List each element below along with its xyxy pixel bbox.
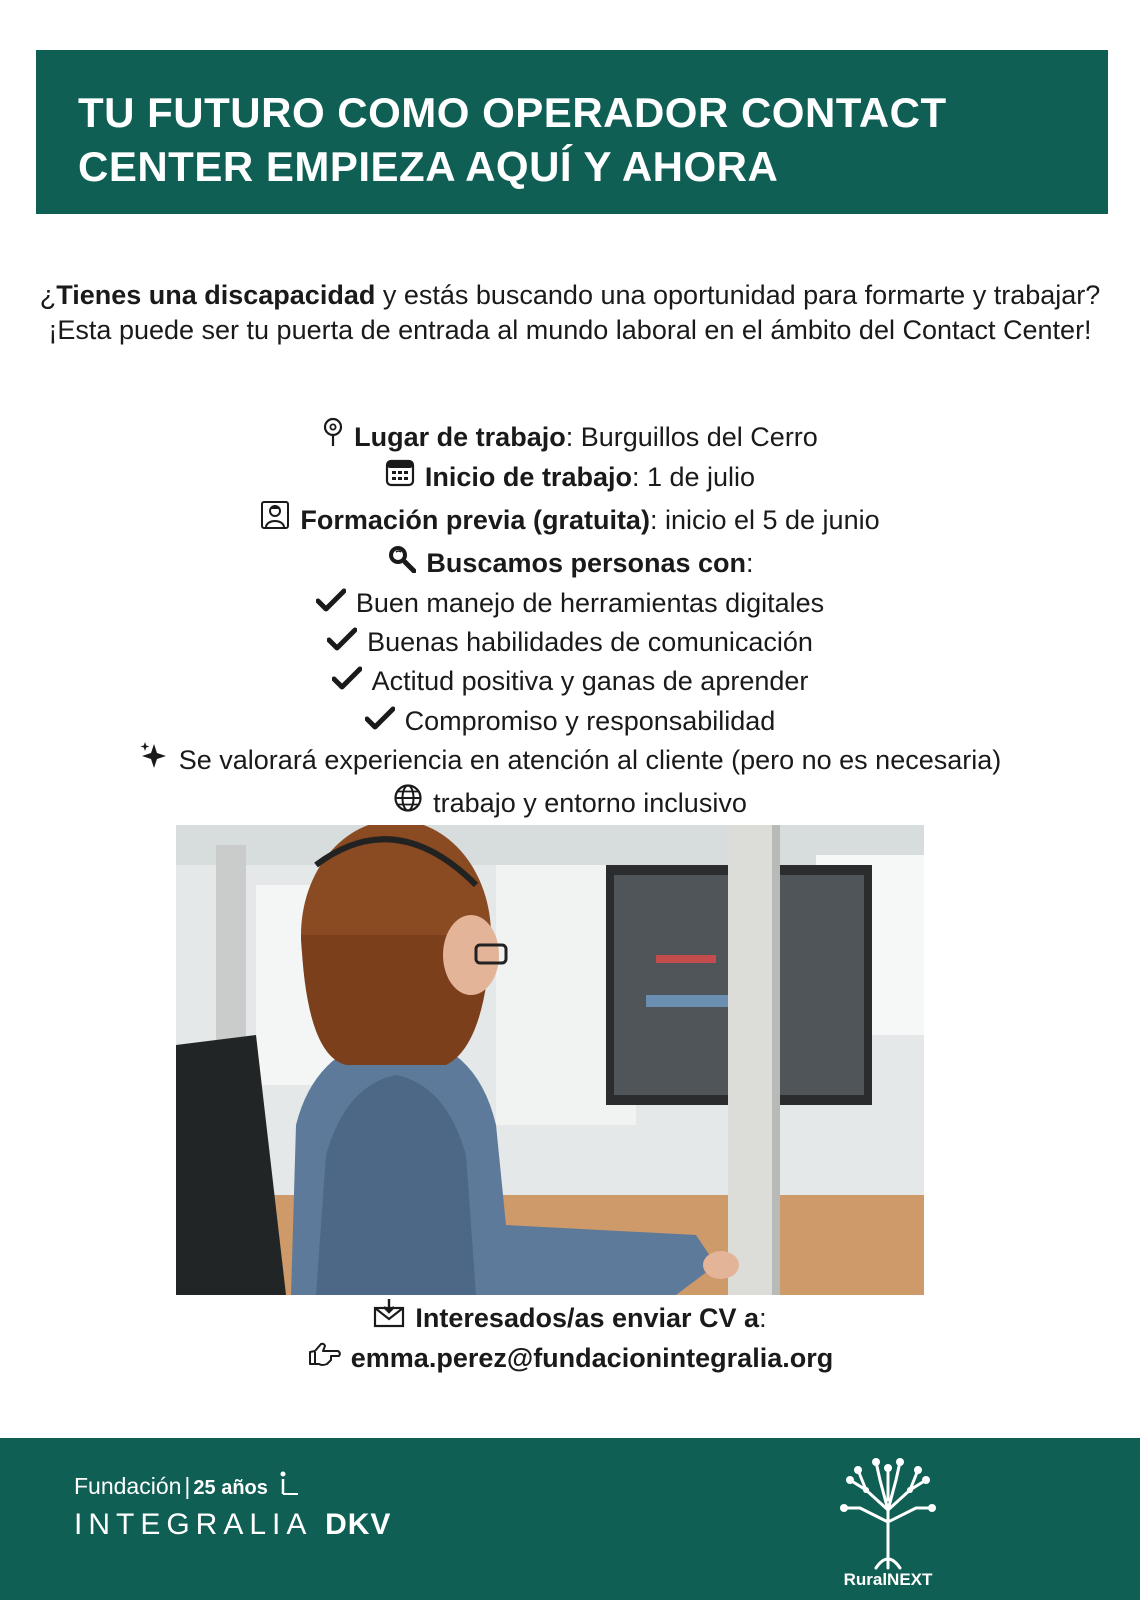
fundacion-text: Fundación (74, 1473, 182, 1499)
cta-label: Interesados/as enviar CV a (415, 1303, 760, 1333)
cv-cta (0, 1300, 1140, 1336)
seeking-label: Buscamos personas con (426, 548, 747, 578)
trainer-icon (260, 500, 290, 539)
place-label: Lugar de trabajo (354, 422, 566, 452)
check-icon (332, 663, 362, 699)
requirement-text: Buen manejo de herramientas digitales (355, 588, 825, 618)
ruralnext-tree-icon (836, 1450, 940, 1570)
integralia-mark-icon (278, 1470, 300, 1496)
sparkles-icon (139, 740, 169, 779)
requirement-text: Compromiso y responsabilidad (404, 706, 776, 736)
place-value: : Burguillos del Cerro (565, 422, 818, 452)
plus-text: Se valorará experiencia en atención al cliente (pero no es necesaria) (178, 745, 1002, 775)
office-photo (176, 825, 924, 1295)
globe-icon (393, 783, 423, 822)
inclusive-note (0, 785, 1140, 821)
envelope-download-icon (373, 1298, 405, 1337)
years-badge: 25 años (193, 1477, 268, 1499)
header-banner (36, 50, 1108, 214)
check-icon (327, 624, 357, 660)
fundacion-logo-top (74, 1470, 300, 1500)
title-line-1: TU FUTURO COMO OPERADOR CONTACT (78, 89, 947, 136)
logo-divider: | (184, 1473, 191, 1499)
fundacion-logo-bottom (74, 1508, 391, 1542)
pointing-hand-icon (307, 1338, 341, 1377)
intro-q-prefix: ¿ (39, 280, 57, 310)
contact-email[interactable]: emma.perez@fundacionintegralia.org (350, 1343, 834, 1373)
ruralnext-label: RuralNEXT (843, 1570, 933, 1589)
start-label: Inicio de trabajo (424, 462, 632, 492)
check-icon (365, 703, 395, 739)
detail-training (0, 502, 1140, 538)
requirement-item (0, 585, 1140, 621)
magnifier-icon (386, 543, 416, 582)
intro-tagline: ¡Esta puede ser tu puerta de entrada al mundo laboral en el ámbito del Contact Center! (48, 315, 1092, 345)
dkv-text: DKV (325, 1508, 392, 1541)
intro-question (0, 278, 1140, 313)
requirement-text: Actitud positiva y ganas de aprender (371, 666, 809, 696)
check-icon (316, 585, 346, 621)
detail-start (0, 459, 1140, 495)
title-line-2: CENTER EMPIEZA AQUÍ Y AHORA (78, 143, 779, 190)
intro-text (0, 278, 1140, 348)
inclusive-text: trabajo y entorno inclusivo (433, 788, 747, 818)
intro-q-bold: Tienes una discapacidad (56, 280, 376, 310)
cta-colon: : (759, 1303, 767, 1333)
training-label: Formación previa (gratuita) (300, 505, 650, 535)
seeking-colon: : (746, 548, 754, 578)
requirement-item (0, 624, 1140, 660)
requirement-item (0, 663, 1140, 699)
requirement-text: Buenas habilidades de comunicación (367, 627, 813, 657)
detail-seeking (0, 545, 1140, 581)
calendar-icon (385, 457, 415, 496)
pin-icon (322, 417, 344, 456)
intro-q-rest: y estás buscando una oportunidad para formarte y trabajar? (375, 280, 1101, 310)
detail-place (0, 419, 1140, 455)
requirement-item (0, 703, 1140, 739)
start-value: : 1 de julio (631, 462, 756, 492)
footer-band (0, 1438, 1140, 1600)
plus-note (0, 742, 1140, 778)
email-row (0, 1340, 1140, 1376)
integralia-text: INTEGRALIA (74, 1508, 311, 1541)
training-value: : inicio el 5 de junio (649, 505, 880, 535)
